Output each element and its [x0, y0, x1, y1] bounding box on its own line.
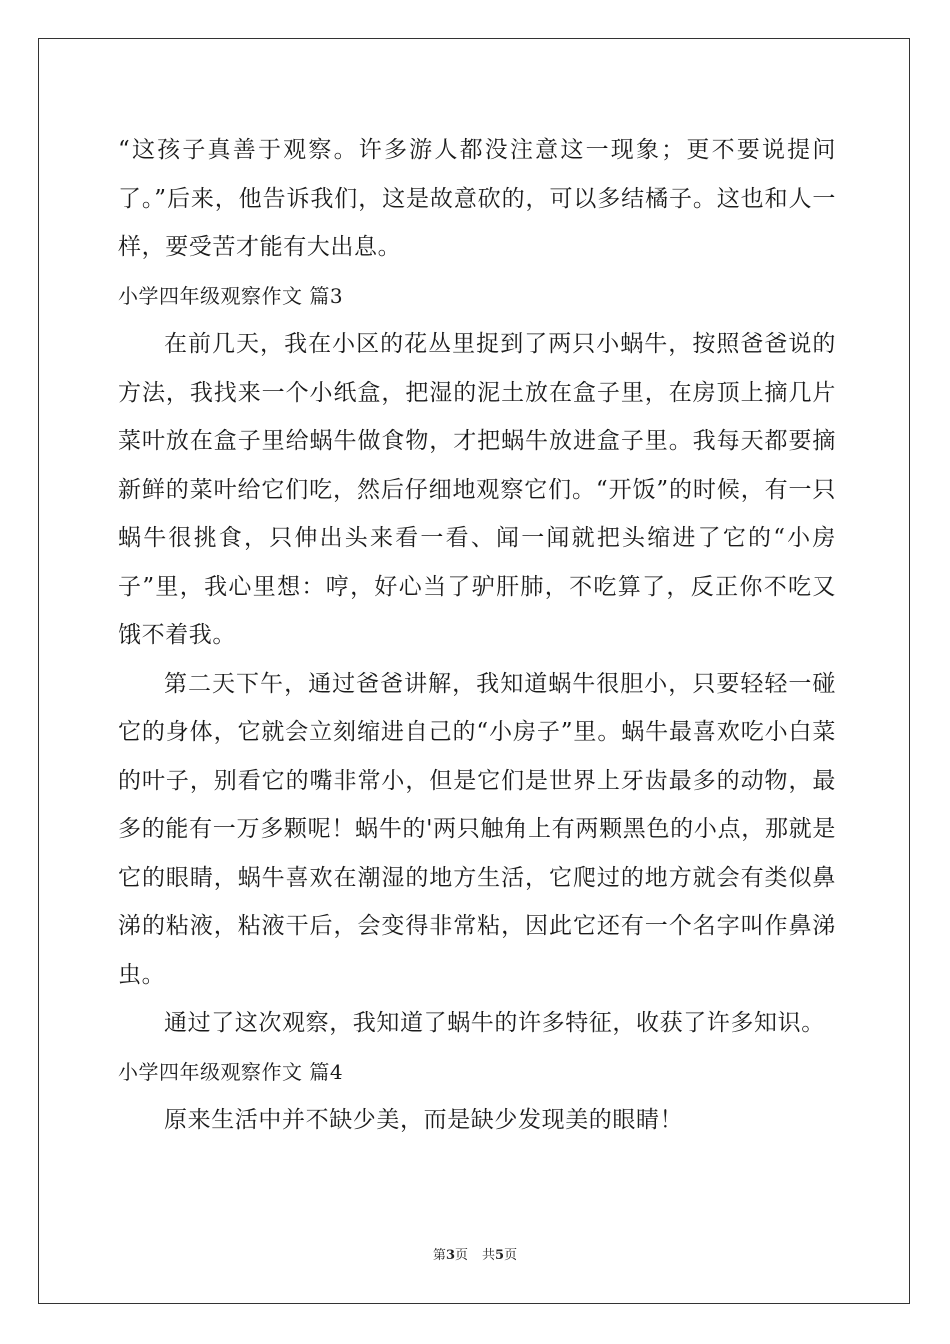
document-body	[118, 126, 836, 1145]
paragraph-5: 原来生活中并不缺少美，而是缺少发现美的眼睛！	[164, 1107, 684, 1133]
page-prefix: 第	[432, 1248, 446, 1263]
total-prefix: 共	[482, 1248, 496, 1263]
page-suffix: 页	[454, 1248, 468, 1263]
paragraph-1: “这孩子真善于观察。许多游人都没注意这一现象；更不要说提问了。”后来，他告诉我们，这是故意砍的，可以多结橘子。这也和人一样，要受苦才能有大出息。	[118, 137, 836, 260]
paragraph-3: 第二天下午，通过爸爸讲解，我知道蜗牛很胆小，只要轻轻一碰它的身体，它就会立刻缩进自己的“小房子”里。蜗牛最喜欢吃小白菜的叶子，别看它的嘴非常小，但是它们是世界上牙齿最多的动物，最多的能有一万多颗呢！蜗牛的'两只触角上有两颗黑色的小点，那就是它的眼睛，蜗牛喜欢在潮湿的地方生活，它爬过的地方就会有类似鼻涕的粘液，粘液干后，会变得非常粘，因此它还有一个名字叫作鼻涕虫。	[118, 670, 836, 988]
section-heading-4: 小学四年级观察作文 篇4	[118, 1059, 344, 1084]
section-heading-3: 小学四年级观察作文 篇3	[118, 283, 344, 308]
total-suffix: 页	[504, 1248, 518, 1263]
page-current: 3	[445, 1248, 455, 1263]
paragraph-2: 在前几天，我在小区的花丛里捉到了两只小蜗牛，按照爸爸说的方法，我找来一个小纸盒，把湿的泥土放在盒子里，在房顶上摘几片菜叶放在盒子里给蜗牛做食物，才把蜗牛放进盒子里。我每天都要摘新鲜的菜叶给它们吃，然后仔细地观察它们。“开饭”的时候，有一只蜗牛很挑食，只伸出头来看一看、闻一闻就把头缩进了它的“小房子”里，我心里想：哼，好心当了驴肝肺，不吃算了，反正你不吃又饿不着我。	[118, 331, 836, 648]
paragraph-4: 通过了这次观察，我知道了蜗牛的许多特征，收获了许多知识。	[164, 1010, 825, 1036]
page-total: 5	[495, 1248, 505, 1263]
page-footer	[0, 1244, 950, 1263]
